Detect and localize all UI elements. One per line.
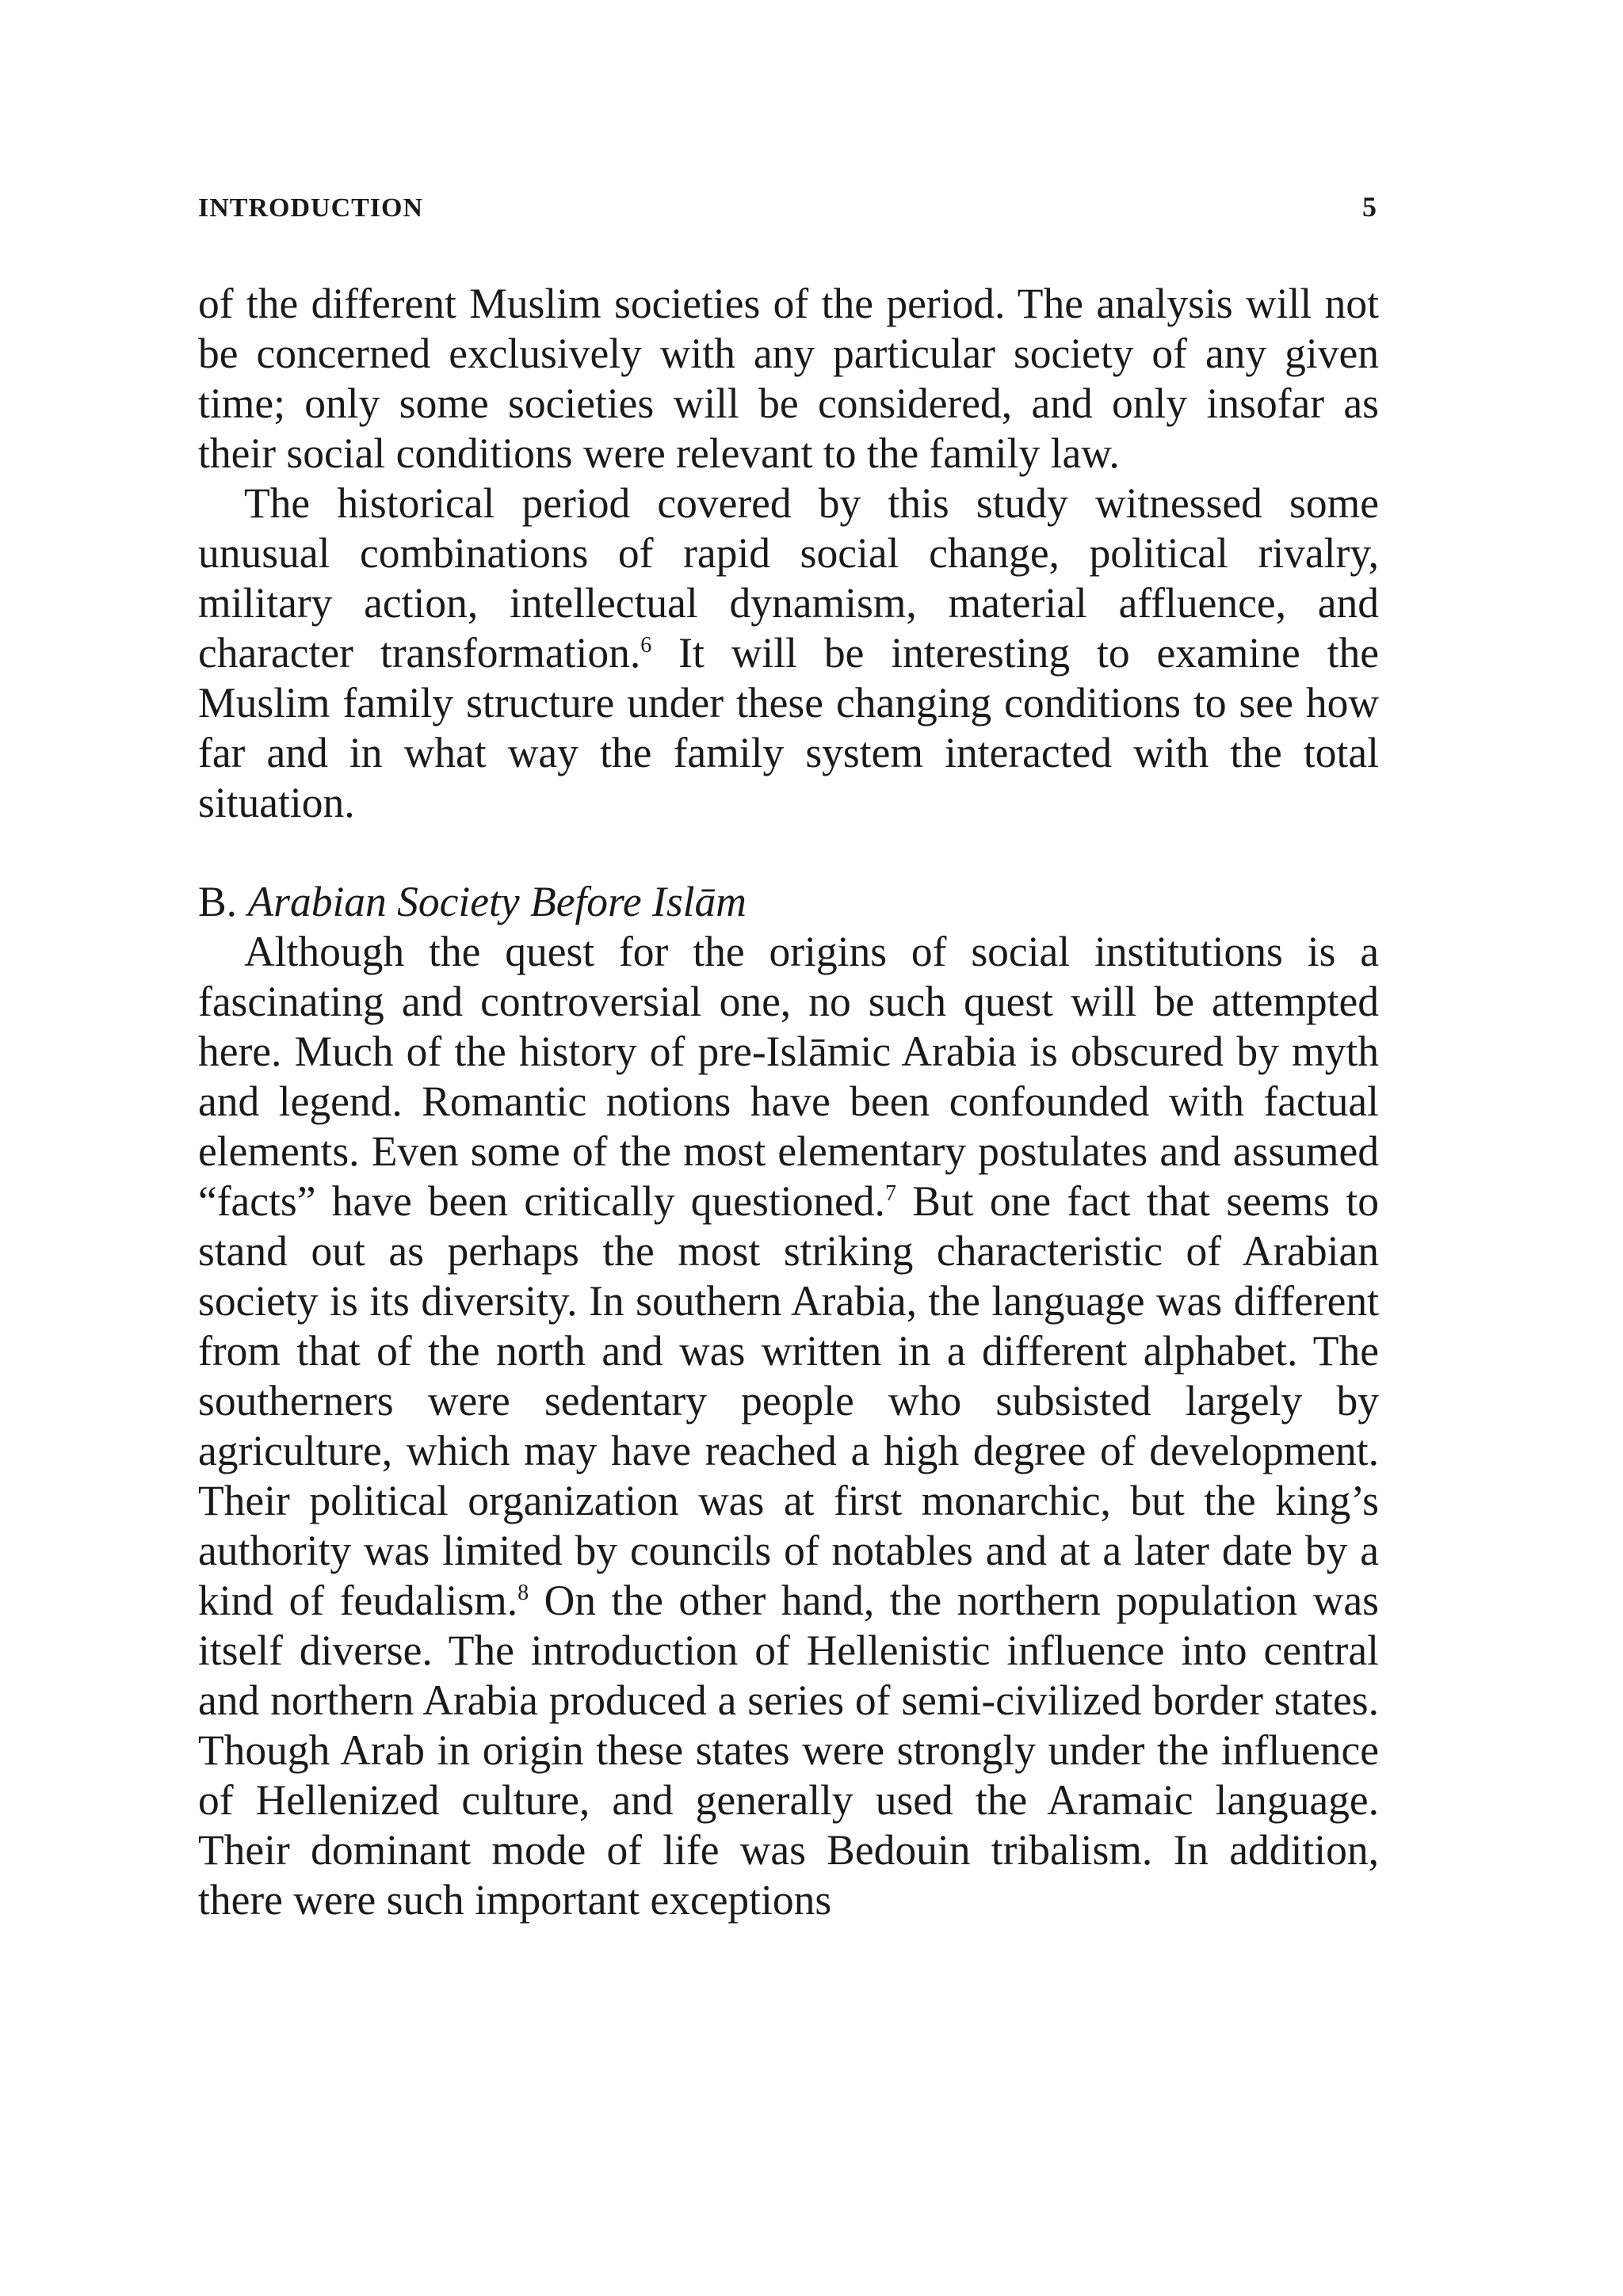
running-head-title: INTRODUCTION xyxy=(198,193,424,223)
body-text xyxy=(198,279,1379,1925)
footnote-marker: 7 xyxy=(884,1181,896,1207)
paragraph-text: The historical period covered by this study witnessed some unusual combinations of rapid social change, political rivalry, military action, intellectual dynamism, material affluence, and character transformation. xyxy=(198,479,1379,677)
section-title: Arabian Society Before Islām xyxy=(247,878,747,925)
page-number: 5 xyxy=(1362,191,1377,223)
paragraph-text: On the other hand, the northern population was itself diverse. The introduction of Hellenistic influence into central and northern Arabia produced a series of semi-civilized border states. Though Arab in origin these states were strongly under the influence of Hellenized culture, and generally used the Aramaic language. Their dominant mode of life was Bedouin tribalism. In addition, there were such important exceptions xyxy=(198,1577,1380,1924)
section-number: B. xyxy=(198,878,238,925)
paragraph-continued: of the different Muslim societies of the period. The analysis will not be concerned exclusively with any particular society of any given time; only some societies will be considered, and only insofar as their social conditions were relevant to the family law. xyxy=(198,280,1379,477)
footnote-marker: 8 xyxy=(517,1581,529,1606)
section-heading xyxy=(198,877,1379,927)
paragraph-text: Although the quest for the origins of social institutions is a fascinating and controversial one, no such quest will be attempted here. Much of the history of pre-Islāmic Arabia is obscured by myth and legend. Romantic notions have been confounded with factual elements. Even some of the most elementary postulates and assumed “facts” have been critically questioned. xyxy=(198,928,1379,1225)
paragraph-arabian-society xyxy=(198,927,1379,1925)
book-page xyxy=(198,184,1379,1925)
running-head xyxy=(198,184,1379,231)
paragraph-text: It will be interesting to examine the Muslim family structure under these changing conditions to see how far and in what way the family system interacted with the total situation. xyxy=(198,629,1379,826)
footnote-marker: 6 xyxy=(640,633,652,658)
paragraph-text: But one fact that seems to stand out as perhaps the most striking characteristic of Arabian society is its diversity. In southern Arabia, the language was different from that of the north and was written in a different alphabet. The southerners were sedentary people who subsisted largely by agriculture, which may have reached a high degree of development. Their political organization was at first monarchic, but the king’s authority was limited by councils of notables and at a later date by a kind of feudalism. xyxy=(198,1177,1379,1624)
paragraph-historical-period xyxy=(198,479,1379,828)
